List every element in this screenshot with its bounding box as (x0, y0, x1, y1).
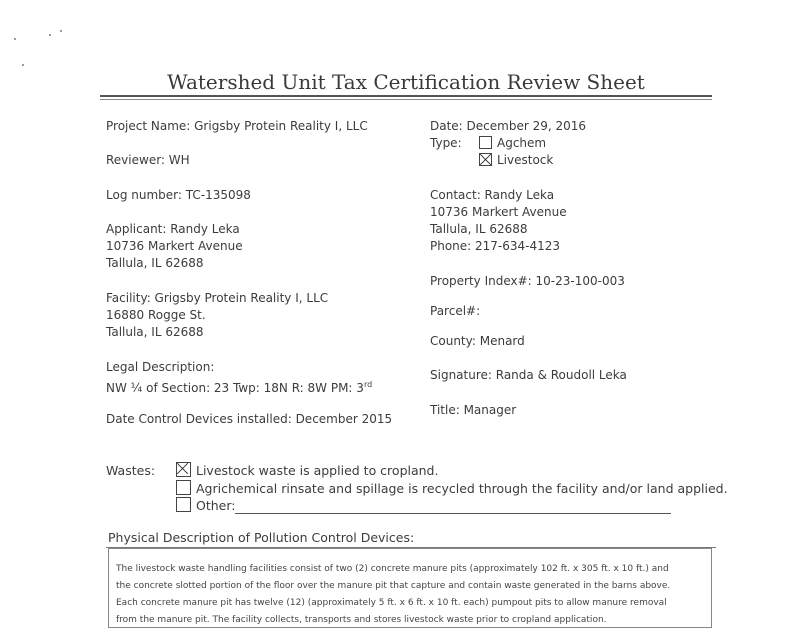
waste-item-agrichemical (176, 480, 728, 497)
contact-city: Tallula, IL 62688 (430, 222, 528, 236)
scan-speck (14, 38, 16, 40)
scan-speck (49, 34, 51, 36)
review-date: Date: December 29, 2016 (430, 119, 587, 133)
waste-item-livestock (176, 462, 438, 479)
scan-speck (60, 30, 62, 32)
log-number: Log number: TC-135098 (106, 188, 251, 202)
facility-block (106, 290, 328, 341)
contact-phone: Phone: 217-634-4123 (430, 239, 561, 253)
applicant-block (106, 221, 243, 272)
waste-item-other (176, 497, 671, 514)
applicant-name: Applicant: Randy Leka (106, 222, 240, 236)
property-index: Property Index#: 10-23-100-003 (430, 274, 625, 288)
waste-agrichemical-label: Agrichemical rinsate and spillage is recycled through the facility and/or land applied. (196, 481, 728, 496)
county: County: Menard (430, 334, 525, 348)
facility-city: Tallula, IL 62688 (106, 325, 204, 339)
wastes-label: Wastes: (106, 463, 156, 478)
title-rule (100, 95, 712, 97)
type-option-livestock (479, 152, 553, 169)
date-control-devices: Date Control Devices installed: December 2015 (106, 412, 393, 426)
legal-value (106, 376, 372, 397)
waste-agrichemical-checkbox[interactable] (176, 480, 191, 495)
reviewer: Reviewer: WH (106, 153, 190, 167)
physical-line-1: The livestock waste handling facilities consist of two (2) concrete manure pits (approximately 102 ft. x 305 ft. x 10 ft.) and (116, 564, 669, 574)
signer-title: Title: Manager (430, 403, 517, 417)
project-name: Project Name: Grigsby Protein Reality I, LLC (106, 119, 368, 133)
type-label: Type: (430, 136, 462, 150)
agchem-checkbox[interactable] (479, 136, 492, 149)
scan-speck (22, 64, 24, 66)
type-option-agchem (479, 135, 546, 152)
facility-name: Facility: Grigsby Protein Reality I, LLC (106, 291, 329, 305)
signature: Signature: Randa & Roudoll Leka (430, 368, 627, 382)
contact-block (430, 187, 567, 255)
waste-livestock-label: Livestock waste is applied to cropland. (196, 463, 439, 478)
legal-value-sup: rd (363, 380, 373, 389)
physical-description-heading: Physical Description of Pollution Control Devices: (108, 530, 415, 545)
contact-name: Contact: Randy Leka (430, 188, 555, 202)
legal-value-text: NW ¼ of Section: 23 Twp: 18N R: 8W PM: 3 (106, 381, 364, 395)
waste-other-checkbox[interactable] (176, 497, 191, 512)
physical-line-2: the concrete slotted portion of the floor over the manure pit that capture and contain waste generated in the barns above. (116, 581, 671, 591)
parcel: Parcel#: (430, 304, 481, 318)
facility-street: 16880 Rogge St. (106, 308, 206, 322)
other-blank-line[interactable] (235, 501, 671, 514)
agchem-label: Agchem (497, 136, 547, 150)
legal-description (106, 359, 372, 397)
physical-line-4: from the manure pit. The facility collects, transports and stores livestock waste prior to cropland application. (116, 615, 607, 625)
legal-label: Legal Description: (106, 360, 215, 374)
livestock-label: Livestock (497, 153, 554, 167)
physical-description-text (116, 561, 710, 629)
waste-other-label: Other: (196, 498, 236, 513)
applicant-street: 10736 Markert Avenue (106, 239, 243, 253)
title-rule-thin (100, 99, 712, 100)
contact-street: 10736 Markert Avenue (430, 205, 567, 219)
page-title: Watershed Unit Tax Certification Review Sheet (167, 70, 645, 94)
livestock-checkbox[interactable] (479, 153, 492, 166)
applicant-city: Tallula, IL 62688 (106, 256, 204, 270)
physical-line-3: Each concrete manure pit has twelve (12) (approximately 5 ft. x 6 ft. x 10 ft. each) pumpout pits to allow manure removal (116, 598, 667, 608)
waste-livestock-checkbox[interactable] (176, 462, 191, 477)
